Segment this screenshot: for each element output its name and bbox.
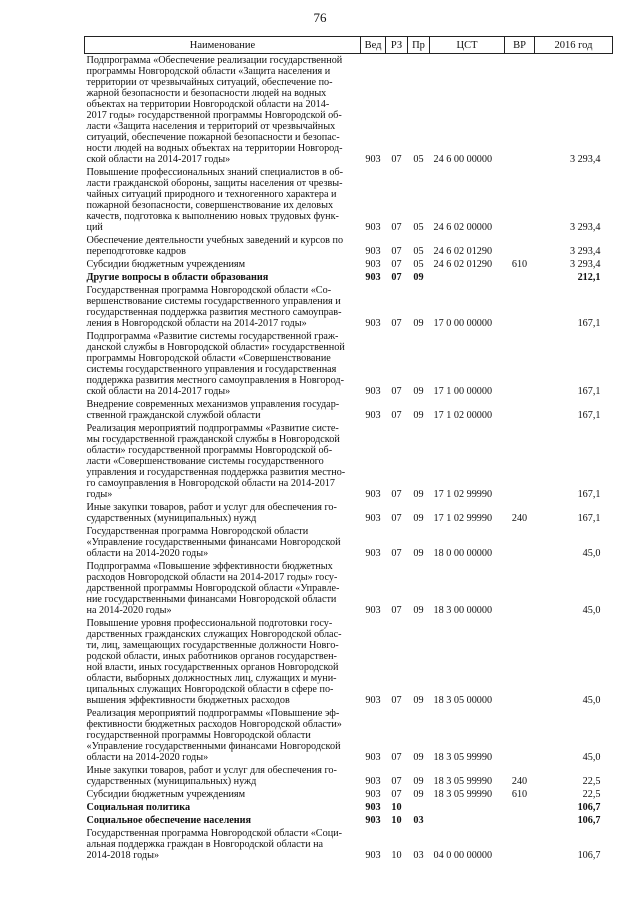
- row-cst: 24 6 02 01290: [433, 259, 493, 270]
- row-name: Социальная политика: [86, 802, 191, 813]
- table-row: [85, 330, 613, 398]
- row-vr: [505, 398, 535, 422]
- row-rz: 07: [391, 386, 402, 397]
- row-pr: 05: [413, 222, 424, 233]
- row-rz: 07: [391, 776, 402, 787]
- row-pr: 09: [413, 789, 424, 800]
- row-cst: 24 6 00 00000: [433, 154, 493, 165]
- row-pr: 05: [413, 246, 424, 257]
- row-name: Социальное обеспечение населения: [86, 815, 252, 826]
- row-amount: 3 293,4: [569, 154, 601, 165]
- row-amount: 167,1: [577, 513, 601, 524]
- row-pr: 09: [413, 386, 424, 397]
- row-pr: 09: [413, 605, 424, 616]
- header-rz: РЗ: [386, 37, 408, 54]
- row-vr: [505, 166, 535, 234]
- row-vr: [505, 284, 535, 330]
- row-rz: 07: [391, 489, 402, 500]
- table-row: [85, 166, 613, 234]
- row-name: Иные закупки товаров, работ и услуг для обеспечения го- сударственных (муниципальных) нужд: [86, 502, 337, 524]
- row-rz: 07: [391, 154, 402, 165]
- row-cst: 18 0 00 00000: [433, 548, 493, 559]
- table-row: [85, 234, 613, 258]
- row-ved: 903: [365, 802, 381, 813]
- row-amount: 3 293,4: [569, 222, 601, 233]
- row-ved: 903: [365, 410, 381, 421]
- row-rz: 10: [391, 850, 402, 861]
- row-pr: [408, 801, 430, 814]
- row-amount: 45,0: [582, 695, 601, 706]
- table-row: [85, 764, 613, 788]
- row-vr: [505, 801, 535, 814]
- row-rz: 10: [391, 815, 402, 826]
- row-vr: [505, 234, 535, 258]
- row-name: Подпрограмма «Обеспечение реализации государственной программы Новгородской области «Защита населения и территории от чрезвычайных ситуаций, обеспечение по- жарной безопасности и безопасности людей на водных объектах на территории Новгородской области на 2014- 2017 годы» государственной программы Новгородской об- ласти «Защита населения и территорий от чрезвычайных ситуаций, обеспечение пожарной безопасности и безопас- ности людей на водных объектах на территории Новгород- ской области на 2014-2017 годы»: [86, 55, 343, 165]
- row-ved: 903: [365, 489, 381, 500]
- row-amount: 3 293,4: [569, 259, 601, 270]
- row-amount: 167,1: [577, 489, 601, 500]
- table-row: [85, 54, 613, 167]
- row-amount: 22,5: [582, 776, 601, 787]
- row-amount: 3 293,4: [569, 246, 601, 257]
- row-ved: 903: [365, 513, 381, 524]
- row-cst: 17 0 00 00000: [433, 318, 493, 329]
- row-ved: 903: [365, 272, 381, 283]
- row-name: Иные закупки товаров, работ и услуг для обеспечения го- сударственных (муниципальных) нужд: [86, 765, 337, 787]
- row-pr: 09: [413, 776, 424, 787]
- row-name: Подпрограмма «Повышение эффективности бюджетных расходов Новгородской области на 2014-2017 годы» госу- дарственной программы Новгородской области «Управле- ние государственными финансами Новгородской области на 2014-2020 годы»: [86, 561, 340, 616]
- row-cst: 17 1 02 99990: [433, 489, 493, 500]
- table-row: [85, 284, 613, 330]
- row-name: Субсидии бюджетным учреждениям: [86, 259, 246, 270]
- row-name: Подпрограмма «Развитие системы государственной граж- данской службы в Новгородской области» государственной программы Новгородской области «Совершенствование системы государственного управления и государственная поддержка развития местного самоуправления в Новгород- ской области на 2014-2017 годы»: [86, 331, 345, 397]
- row-rz: 07: [391, 222, 402, 233]
- header-cst: ЦСТ: [430, 37, 505, 54]
- table-header: [85, 37, 613, 54]
- row-ved: 903: [365, 605, 381, 616]
- row-cst: [430, 814, 505, 827]
- row-name: Другие вопросы в области образования: [86, 272, 269, 283]
- header-pr: Пр: [408, 37, 430, 54]
- table-row: [85, 560, 613, 617]
- row-name: Государственная программа Новгородской области «Управление государственными финансами Новгородской области на 2014-2020 годы»: [86, 526, 341, 559]
- row-cst: [430, 801, 505, 814]
- row-rz: 07: [391, 259, 402, 270]
- row-pr: 09: [413, 695, 424, 706]
- row-vr: [505, 54, 535, 167]
- row-vr: [505, 422, 535, 501]
- row-cst: 18 3 05 99990: [433, 776, 493, 787]
- table-row: [85, 422, 613, 501]
- header-amount: 2016 год: [535, 37, 613, 54]
- row-cst: [430, 271, 505, 284]
- row-vr: [505, 525, 535, 560]
- row-name: Повышение уровня профессиональной подготовки госу- дарственных гражданских служащих Новгородской облас- ти, лиц, замещающих государственные должности Новго- родской области, иных работников органов государствен- ной власти, иных государственных органов Новгородской области, выборных должностных лиц, служащих и муни- ципальных служащих Новгородской области в сфере по- вышения эффективности бюджетных расходов: [86, 618, 342, 706]
- table-row: [85, 788, 613, 801]
- table-row: [85, 827, 613, 862]
- row-vr: 240: [511, 513, 528, 524]
- row-vr: [505, 330, 535, 398]
- row-amount: 45,0: [582, 605, 601, 616]
- row-name: Обеспечение деятельности учебных заведений и курсов по переподготовке кадров: [86, 235, 344, 257]
- page-number: 76: [313, 10, 327, 25]
- row-name: Внедрение современных механизмов управления государ- ственной гражданской службой области: [86, 399, 340, 421]
- row-pr: 09: [413, 272, 424, 283]
- row-amount: 106,7: [577, 815, 601, 826]
- row-ved: 903: [365, 318, 381, 329]
- row-ved: 903: [365, 246, 381, 257]
- row-vr: [505, 271, 535, 284]
- row-ved: 903: [365, 154, 381, 165]
- row-ved: 903: [365, 815, 381, 826]
- row-rz: 07: [391, 318, 402, 329]
- row-vr: 610: [511, 789, 528, 800]
- row-pr: 03: [413, 815, 424, 826]
- table-row: [85, 258, 613, 271]
- row-vr: [505, 827, 535, 862]
- table-row: [85, 501, 613, 525]
- table-row: [85, 617, 613, 707]
- row-vr: [505, 560, 535, 617]
- row-pr: 09: [413, 318, 424, 329]
- row-cst: 24 6 02 01290: [433, 246, 493, 257]
- row-name: Реализация мероприятий подпрограммы «Развитие систе- мы государственной гражданской службы в Новгородской области» государственной программы Новгородской об- ласти «Совершенствование системы государственного управления и государственная поддержка развития местно- го самоуправления в Новгородской области на 2014-2017 годы»: [86, 423, 346, 500]
- row-pr: 09: [413, 410, 424, 421]
- row-cst: 17 1 02 99990: [433, 513, 493, 524]
- row-rz: 07: [391, 548, 402, 559]
- table-row: [85, 707, 613, 764]
- row-cst: 17 1 00 00000: [433, 386, 493, 397]
- row-cst: 18 3 05 00000: [433, 695, 493, 706]
- row-rz: 07: [391, 789, 402, 800]
- row-name: Государственная программа Новгородской области «Со- вершенствование системы государственного управления и государственная поддержка развития местного самоуправ- ления в Новгородской области на 2014-2017 годы»: [86, 285, 342, 329]
- row-cst: 17 1 02 00000: [433, 410, 493, 421]
- header-ved: Вед: [361, 37, 386, 54]
- row-rz: 07: [391, 605, 402, 616]
- row-pr: 09: [413, 752, 424, 763]
- row-name: Повышение профессиональных знаний специалистов в об- ласти гражданской обороны, защиты населения от чрезвы- чайных ситуаций природного и техногенного характера и пожарной безопасности, совершенствование их деловых качеств, подготовка к выполнению новых трудовых функ- ций: [86, 167, 344, 233]
- row-amount: 212,1: [577, 272, 601, 283]
- row-name: Субсидии бюджетным учреждениям: [86, 789, 246, 800]
- row-pr: 09: [413, 489, 424, 500]
- row-amount: 167,1: [577, 318, 601, 329]
- row-ved: 903: [365, 789, 381, 800]
- row-ved: 903: [365, 259, 381, 270]
- row-ved: 903: [365, 222, 381, 233]
- row-name: Реализация мероприятий подпрограммы «Повышение эф- фективности бюджетных расходов Новгородской области» государственной программы Новгородской области «Управление государственными финансами Новгородской области на 2014-2020 годы»: [86, 708, 342, 763]
- row-amount: 167,1: [577, 410, 601, 421]
- row-rz: 07: [391, 752, 402, 763]
- row-rz: 07: [391, 246, 402, 257]
- row-ved: 903: [365, 850, 381, 861]
- table-row: [85, 801, 613, 814]
- row-rz: 07: [391, 695, 402, 706]
- row-pr: 05: [413, 154, 424, 165]
- row-rz: 07: [391, 410, 402, 421]
- row-cst: 18 3 00 00000: [433, 605, 493, 616]
- row-cst: 18 3 05 99990: [433, 789, 493, 800]
- row-amount: 106,7: [577, 850, 601, 861]
- row-cst: 18 3 05 99990: [433, 752, 493, 763]
- row-pr: 05: [413, 259, 424, 270]
- row-pr: 09: [413, 513, 424, 524]
- header-vr: ВР: [505, 37, 535, 54]
- row-vr: 240: [511, 776, 528, 787]
- row-rz: 10: [391, 802, 402, 813]
- row-ved: 903: [365, 776, 381, 787]
- row-vr: 610: [511, 259, 528, 270]
- table-row: [85, 814, 613, 827]
- row-vr: [505, 814, 535, 827]
- row-ved: 903: [365, 695, 381, 706]
- row-ved: 903: [365, 752, 381, 763]
- row-pr: 09: [413, 548, 424, 559]
- row-amount: 45,0: [582, 548, 601, 559]
- row-rz: 07: [391, 272, 402, 283]
- row-cst: 04 0 00 00000: [433, 850, 493, 861]
- row-vr: [505, 617, 535, 707]
- table-row: [85, 525, 613, 560]
- table-body: [85, 54, 613, 863]
- row-amount: 106,7: [577, 802, 601, 813]
- row-ved: 903: [365, 386, 381, 397]
- row-amount: 45,0: [582, 752, 601, 763]
- table-row: [85, 271, 613, 284]
- row-vr: [505, 707, 535, 764]
- row-rz: 07: [391, 513, 402, 524]
- header-name: Наименование: [85, 37, 361, 54]
- budget-table: [84, 36, 613, 862]
- row-amount: 22,5: [582, 789, 601, 800]
- row-amount: 167,1: [577, 386, 601, 397]
- row-cst: 24 6 02 00000: [433, 222, 493, 233]
- row-pr: 03: [413, 850, 424, 861]
- row-name: Государственная программа Новгородской области «Соци- альная поддержка граждан в Новгородской области на 2014-2018 годы»: [86, 828, 342, 861]
- row-ved: 903: [365, 548, 381, 559]
- table-row: [85, 398, 613, 422]
